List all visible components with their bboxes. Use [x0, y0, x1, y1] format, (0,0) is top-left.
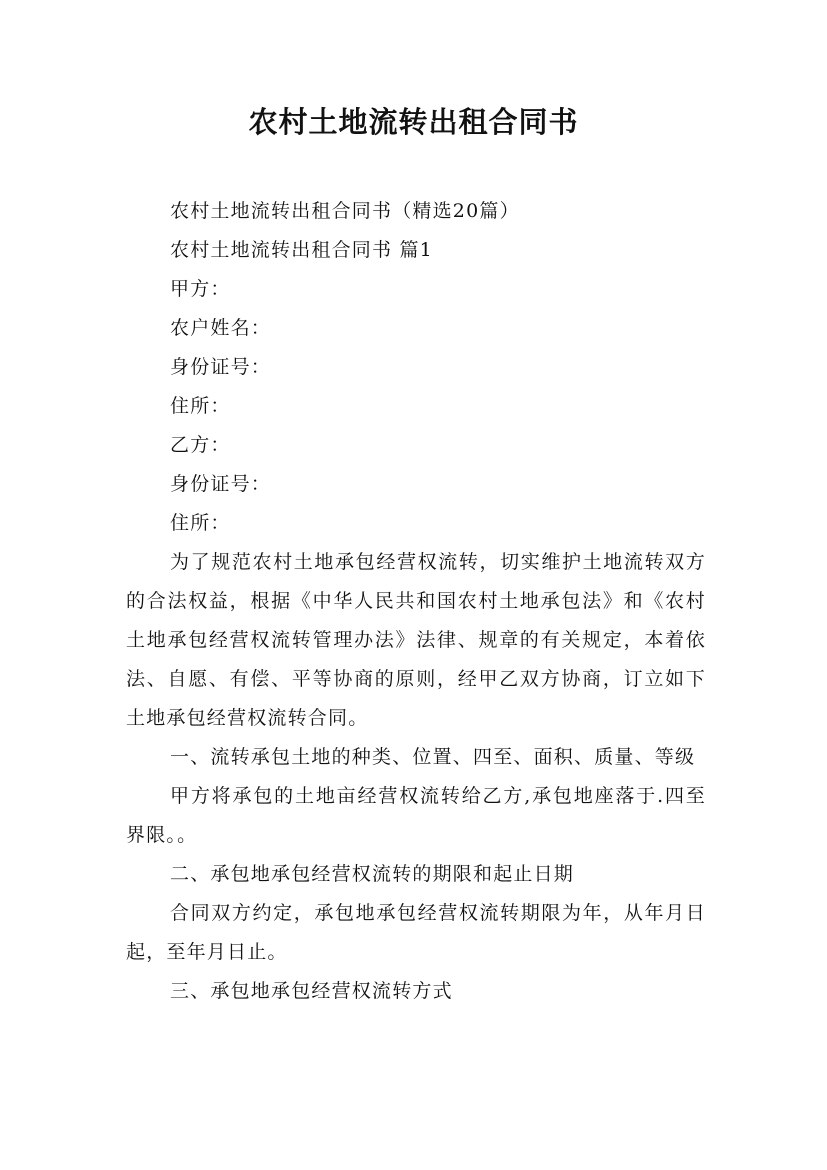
clause-3-heading: 三、承包地承包经营权流转方式 — [170, 980, 453, 1002]
document-body — [126, 192, 706, 1011]
farmer-name-field: 农户姓名： — [170, 317, 272, 339]
clause-2-body: 合同双方约定，承包地承包经营权流转期限为年，从年月日起，至年月日止。 — [126, 902, 706, 963]
party-b-label: 乙方： — [170, 434, 231, 456]
party-a-label: 甲方： — [170, 278, 231, 300]
party-b-id-field: 身份证号： — [170, 473, 272, 495]
party-b-address-field: 住所： — [170, 512, 231, 534]
clause-1-body: 甲方将承包的土地亩经营权流转给乙方,承包地座落于.四至界限。。 — [126, 785, 706, 846]
document-title: 农村土地流转出租合同书 — [248, 105, 579, 139]
party-a-id-field: 身份证号： — [170, 356, 272, 378]
clause-1-heading: 一、流转承包土地的种类、位置、四至、面积、质量、等级 — [170, 746, 696, 768]
preamble-paragraph: 为了规范农村土地承包经营权流转，切实维护土地流转双方的合法权益，根据《中华人民共和国农村土地承包法》和《农村土地承包经营权流转管理办法》法律、规章的有关规定，本着依法、自愿、有偿、平等协商的原则，经甲乙双方协商，订立如下土地承包经营权流转合同。 — [126, 551, 706, 729]
clause-2-heading: 二、承包地承包经营权流转的期限和起止日期 — [170, 863, 575, 885]
party-a-address-field: 住所： — [170, 395, 231, 417]
section-heading: 农村土地流转出租合同书 篇1 — [170, 239, 433, 261]
subtitle-line: 农村土地流转出租合同书（精选20篇） — [170, 200, 520, 222]
